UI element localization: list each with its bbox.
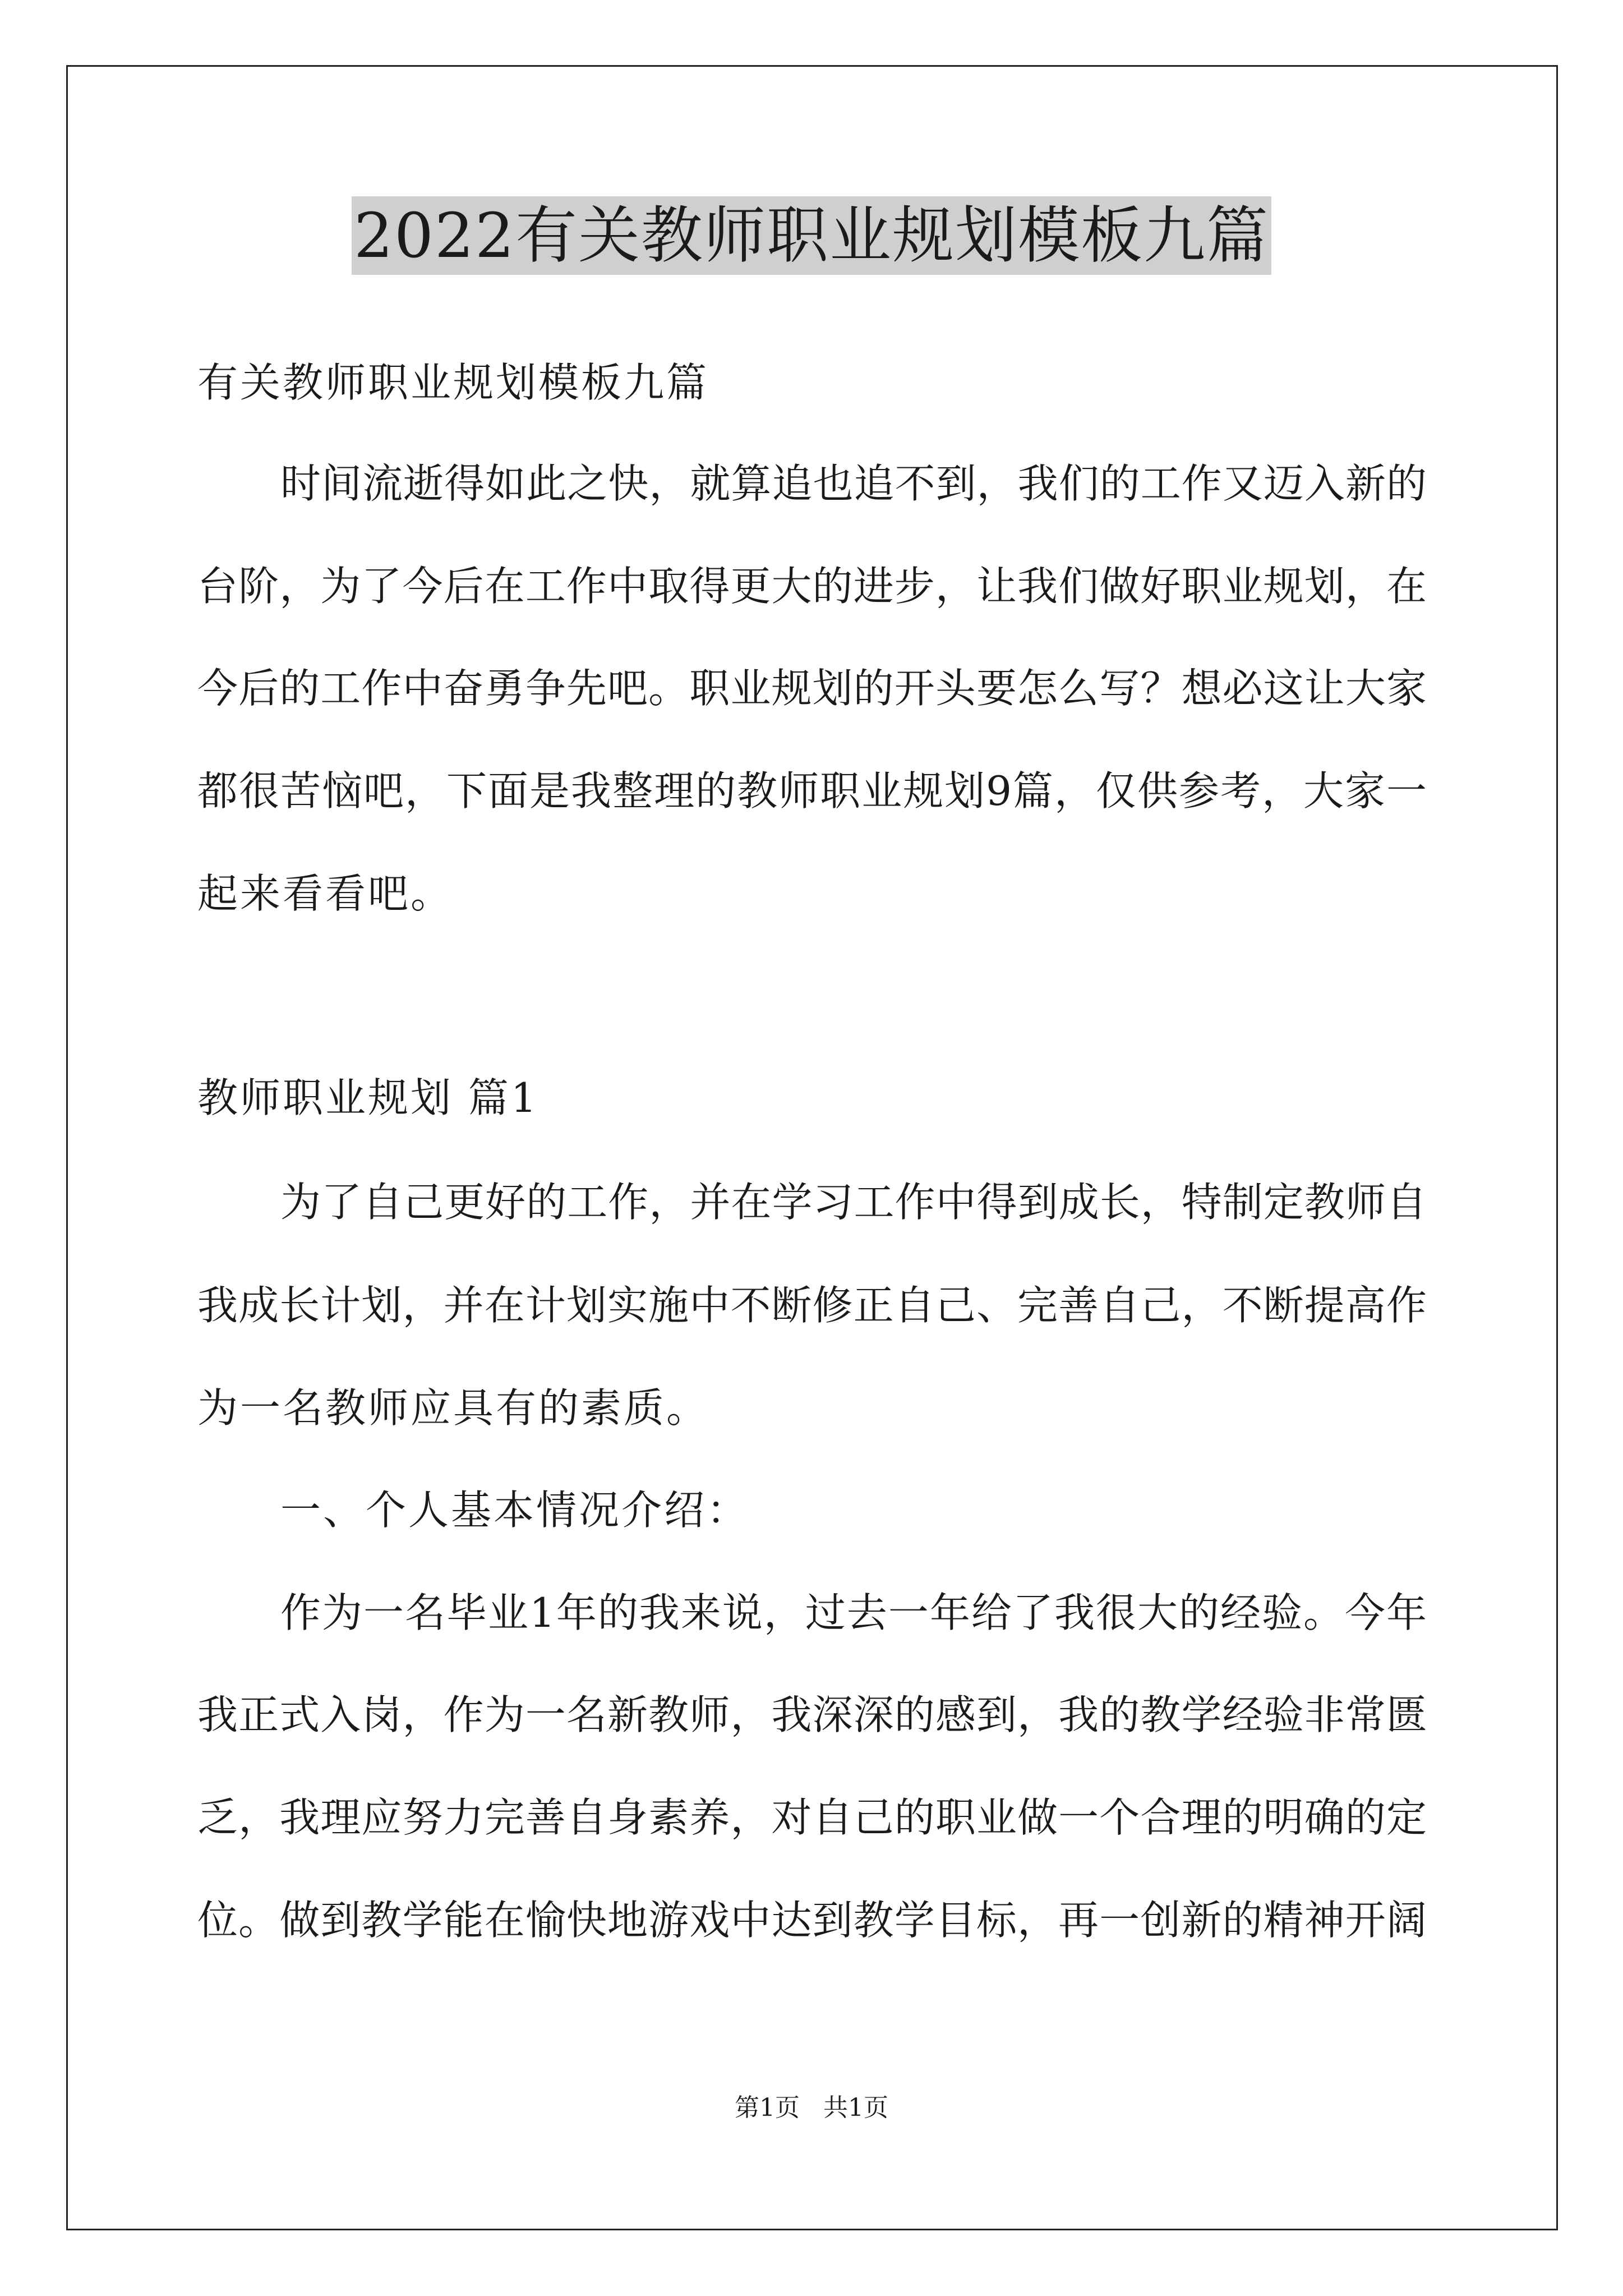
paragraph-line: 乏，我理应努力完善自身素养，对自己的职业做一个合理的明确的定 (197, 1794, 1427, 1841)
page-number: 第1页 共1页 (735, 2093, 888, 2122)
document-title-text: 2022有关教师职业规划模板九篇 (352, 196, 1271, 275)
document-title (0, 196, 1623, 275)
paragraph-line: 起来看看吧。 (197, 870, 454, 917)
paragraph-line: 台阶，为了今后在工作中取得更大的进步，让我们做好职业规划，在 (197, 563, 1427, 610)
paragraph-line: 为了自己更好的工作，并在学习工作中得到成长，特制定教师自 (280, 1179, 1427, 1226)
paragraph-line: 时间流逝得如此之快，就算追也追不到，我们的工作又迈入新的 (280, 460, 1427, 507)
subtitle-line: 有关教师职业规划模板九篇 (197, 359, 709, 406)
paragraph-line: 都很苦恼吧，下面是我整理的教师职业规划9篇，仅供参考，大家一 (197, 767, 1427, 815)
paragraph-line: 作为一名毕业1年的我来说，过去一年给了我很大的经验。今年 (280, 1589, 1427, 1636)
paragraph-line: 为一名教师应具有的素质。 (197, 1384, 709, 1432)
paragraph-line: 我正式入岗，作为一名新教师，我深深的感到，我的教学经验非常匮 (197, 1691, 1427, 1738)
subsection-heading: 一、个人基本情况介绍： (280, 1487, 750, 1534)
paragraph-line: 今后的工作中奋勇争先吧。职业规划的开头要怎么写？想必这让大家 (197, 665, 1427, 712)
paragraph-line: 我成长计划，并在计划实施中不断修正自己、完善自己，不断提高作 (197, 1282, 1427, 1329)
paragraph-line: 位。做到教学能在愉快地游戏中达到教学目标，再一创新的精神开阔 (197, 1897, 1427, 1944)
section-heading: 教师职业规划 篇1 (197, 1074, 539, 1121)
